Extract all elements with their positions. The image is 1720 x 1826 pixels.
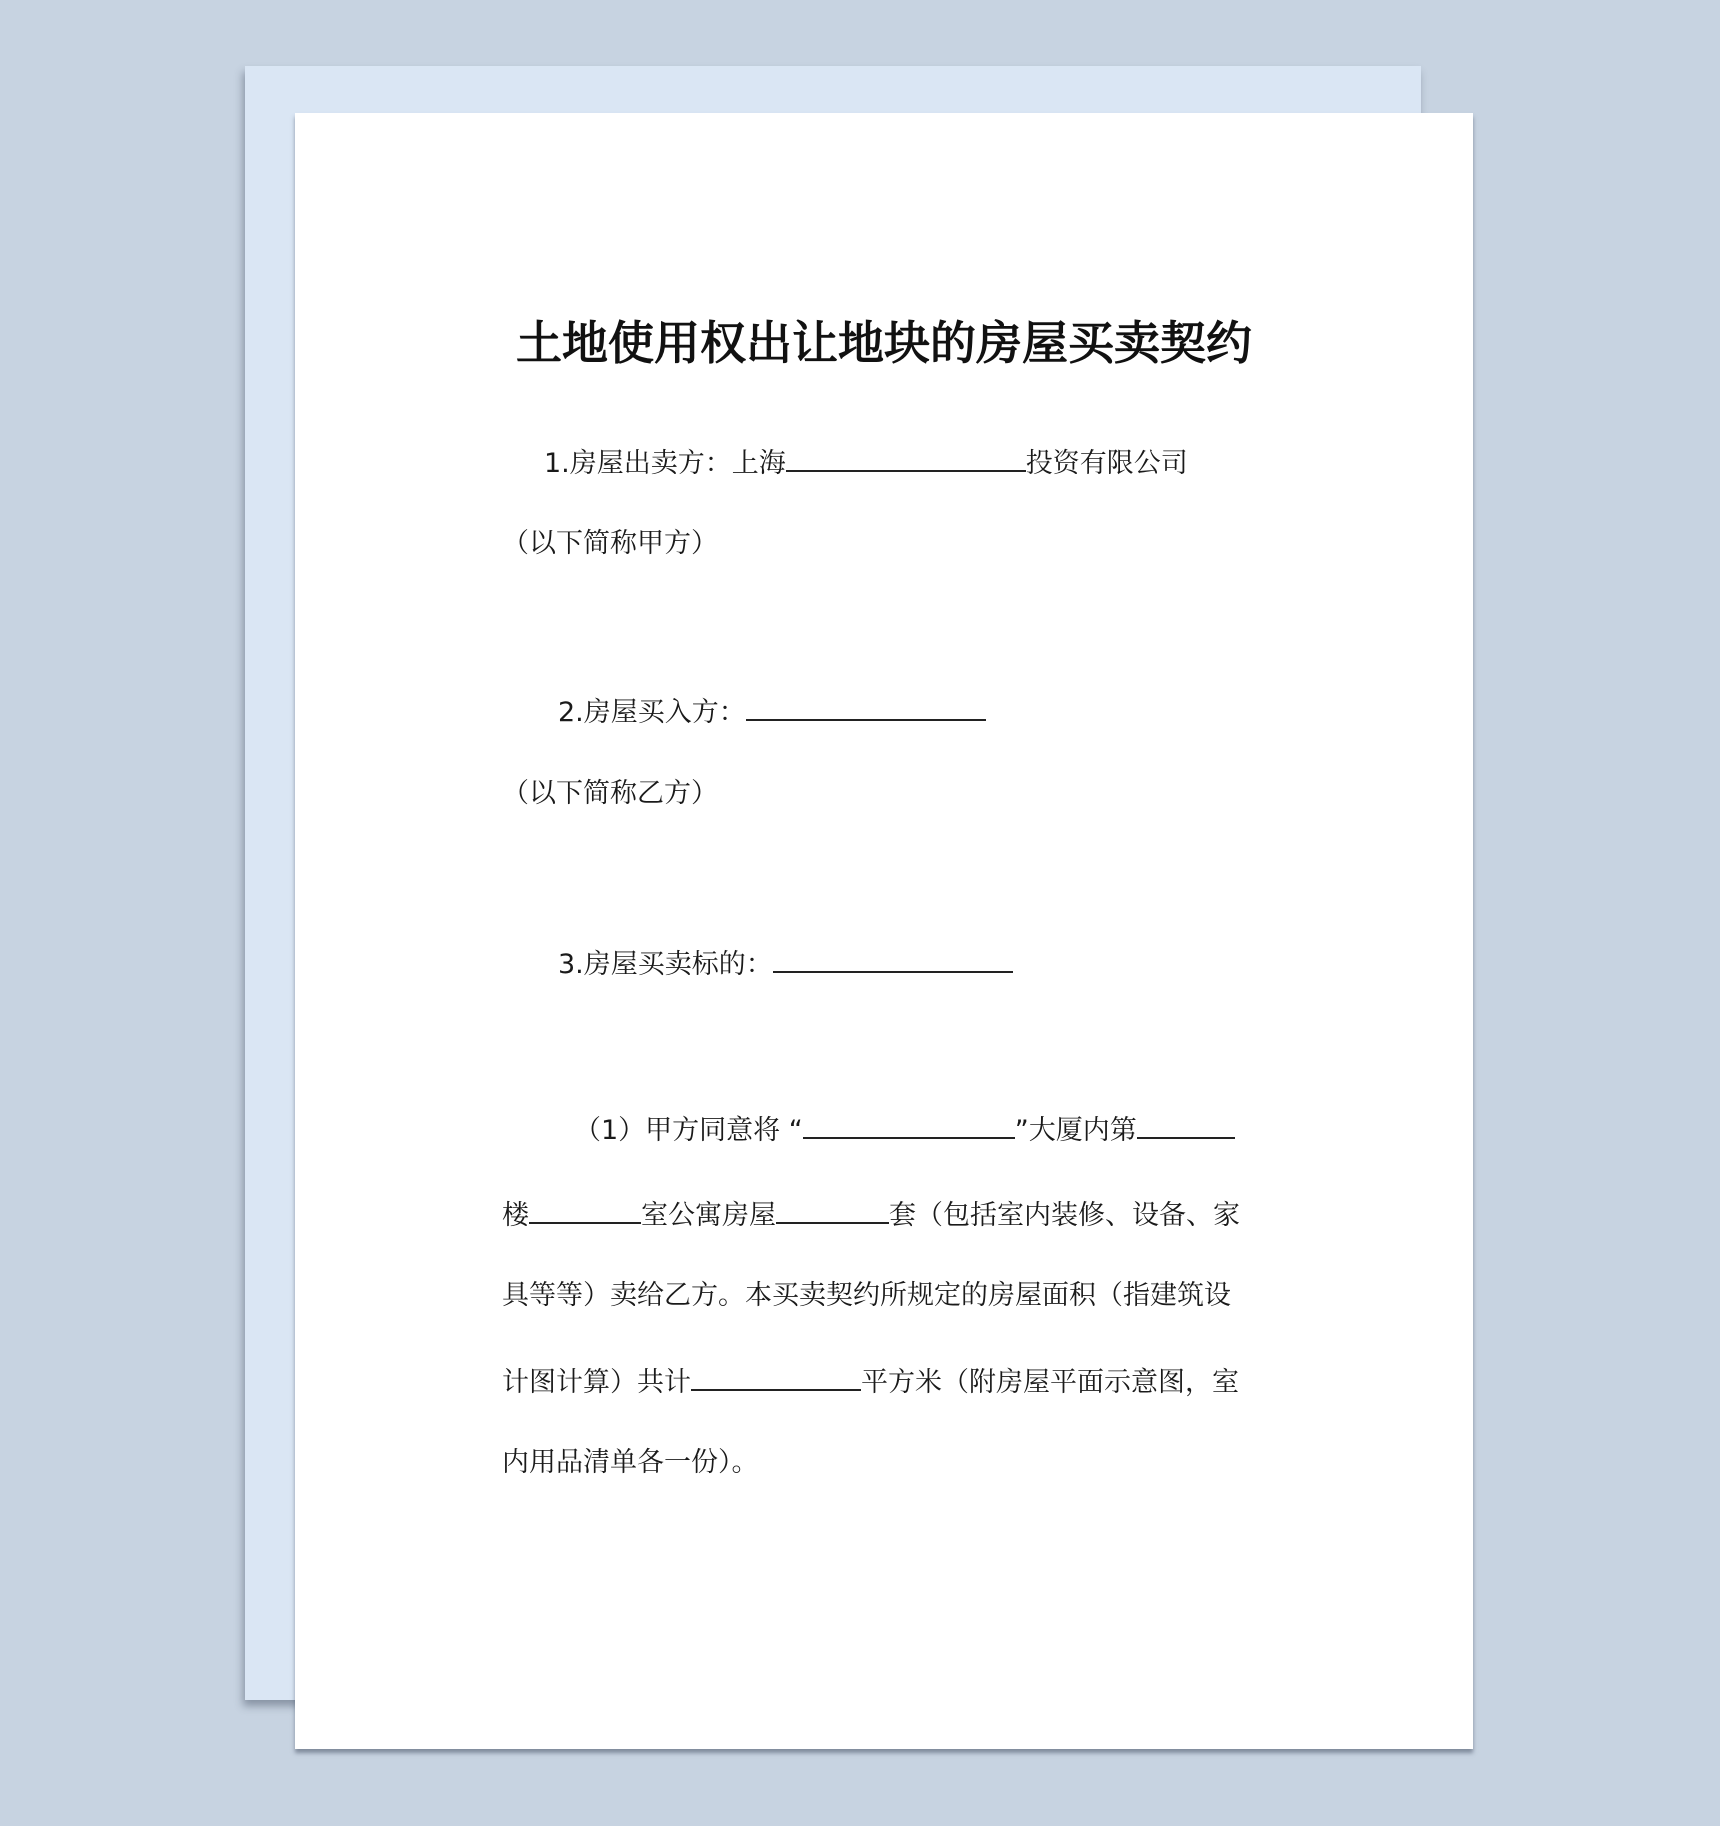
subject-blank[interactable]: [773, 945, 1013, 973]
seller-name-blank[interactable]: [786, 444, 1026, 472]
clause1-line2: [502, 1196, 1240, 1233]
clause1-line1: [574, 1111, 1235, 1148]
area-blank[interactable]: [691, 1363, 861, 1391]
subject-label: 3.房屋买卖标的：: [558, 949, 773, 980]
clause-text: 室公寓房屋: [641, 1200, 776, 1231]
clause1-line4: [502, 1363, 1239, 1400]
clause-text: （1）甲方同意将 “: [574, 1115, 803, 1146]
units-blank[interactable]: [776, 1196, 889, 1224]
floor-blank[interactable]: [1137, 1111, 1235, 1139]
seller-label: 1.房屋出卖方：上海: [544, 448, 786, 479]
document-page: [295, 113, 1473, 1749]
room-blank[interactable]: [529, 1196, 641, 1224]
clause-text: 套（包括室内装修、设备、家: [889, 1200, 1240, 1231]
subject-line: [558, 945, 1013, 982]
seller-alias: （以下简称甲方）: [502, 528, 718, 559]
buyer-name-blank[interactable]: [746, 693, 986, 721]
clause-text: 楼: [502, 1200, 529, 1231]
seller-line: [544, 444, 1188, 481]
buyer-label: 2.房屋买入方：: [558, 697, 746, 728]
seller-suffix: 投资有限公司: [1025, 448, 1188, 479]
clause1-line5: 内用品清单各一份）。: [502, 1447, 759, 1478]
buyer-line: [558, 693, 986, 730]
clause1-line3: 具等等）卖给乙方。本买卖契约所规定的房屋面积（指建筑设: [502, 1280, 1231, 1311]
clause-text: ”大厦内第: [1014, 1115, 1137, 1146]
building-name-blank[interactable]: [803, 1111, 1015, 1139]
clause-text: 平方米（附房屋平面示意图，室: [861, 1367, 1239, 1398]
buyer-alias: （以下简称乙方）: [502, 778, 718, 809]
document-title: 土地使用权出让地块的房屋买卖契约: [516, 316, 1252, 370]
clause-text: 计图计算）共计: [502, 1367, 691, 1398]
